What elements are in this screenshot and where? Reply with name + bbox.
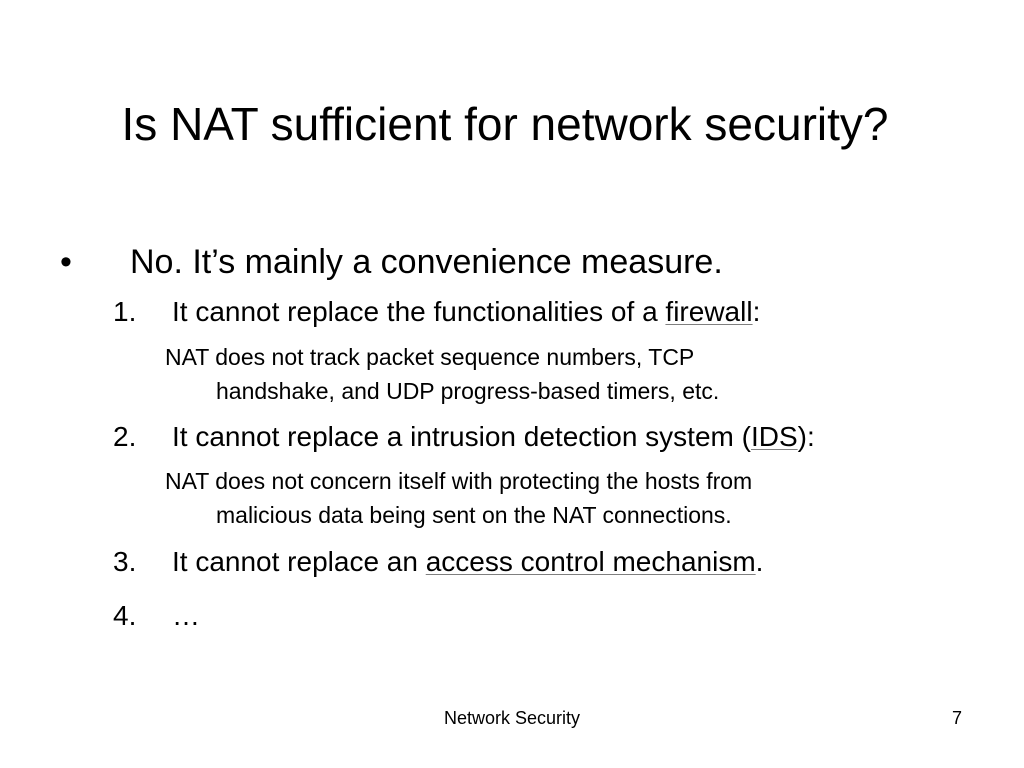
footer-title: Network Security (443, 708, 581, 728)
slide-title: Is NAT sufficient for network security? (121, 98, 889, 150)
list-item-number: 2. (113, 421, 137, 452)
list-item-number: 1. (113, 296, 137, 327)
note-firewall (165, 340, 925, 408)
list-item-text: … (172, 600, 200, 631)
bullet-marker: • (60, 243, 72, 281)
list-item-text-after: : (752, 296, 761, 327)
note-ids (165, 464, 925, 532)
note-line: NAT does not concern itself with protecting the hosts from (165, 468, 753, 494)
emphasis-access-control: access control mechanism (425, 546, 756, 577)
bullet-text: No. It’s mainly a convenience measure. (130, 243, 723, 281)
list-item-text-after: . (755, 546, 764, 577)
list-item-text-after: ): (797, 421, 815, 452)
note-line: handshake, and UDP progress-based timers, etc. (216, 378, 720, 404)
list-item-text (172, 417, 815, 457)
list-item-text-before: It cannot replace the functionalities of a (172, 296, 666, 327)
list-item-text-before: It cannot replace a intrusion detection system ( (172, 421, 751, 452)
emphasis-firewall: firewall (665, 296, 753, 327)
list-item-text (172, 292, 760, 332)
page-number: 7 (951, 708, 962, 728)
list-item-number: 4. (113, 600, 137, 631)
list-item-text (172, 542, 763, 582)
note-line: malicious data being sent on the NAT connections. (216, 502, 732, 528)
note-line: NAT does not track packet sequence numbers, TCP (165, 344, 695, 370)
list-item-text-before: It cannot replace an (172, 546, 426, 577)
emphasis-ids: IDS (750, 421, 798, 452)
list-item-number: 3. (113, 546, 137, 577)
